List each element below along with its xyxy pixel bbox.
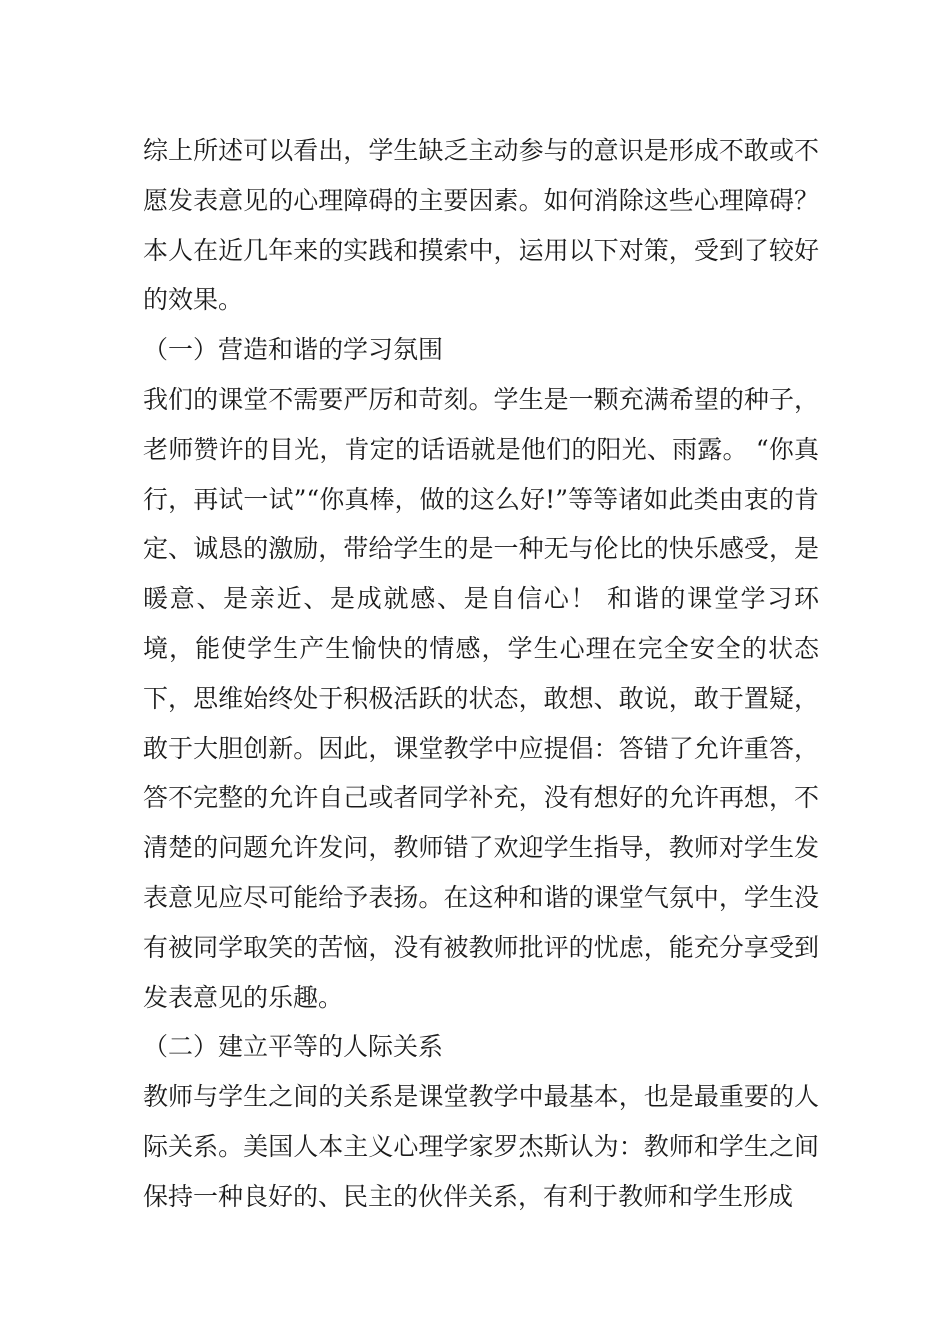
- paragraph-intro: 综上所述可以看出，学生缺乏主动参与的意识是形成不敢或不愿发表意见的心理障碍的主要因素。如何消除这些心理障碍？本人在近几年来的实践和摸索中，运用以下对策，受到了较好的效果。: [143, 136, 819, 315]
- section-heading-2: （二）建立平等的人际关系: [143, 1032, 444, 1062]
- section-heading-1: （一）营造和谐的学习氛围: [143, 335, 444, 365]
- paragraph-section-2: 教师与学生之间的关系是课堂教学中最基本，也是最重要的人际关系。美国人本主义心理学家罗杰斯认为：教师和学生之间保持一种良好的、民主的伙伴关系，有利于教师和学生形成: [143, 1082, 819, 1211]
- paragraph-section-1: 我们的课堂不需要严厉和苛刻。学生是一颗充满希望的种子，老师赞许的目光，肯定的话语就是他们的阳光、雨露。 “你真行，再试一试”“你真棒，做的这么好!”等等诸如此类由衷的肯定、诚恳的激励，带给学生的是一种无与伦比的快乐感受，是暖意、是亲近、是成就感、是自信心！ 和谐的课堂学习环境，能使学生产生愉快的情感，学生心理在完全安全的状态下，思维始终处于积极活跃的状态，敢想、敢说，敢于置疑，敢于大胆创新。因此，课堂教学中应提倡：答错了允许重答，答不完整的允许自己或者同学补充，没有想好的允许再想，不清楚的问题允许发问，教师错了欢迎学生指导，教师对学生发表意见应尽可能给予表扬。在这种和谐的课堂气氛中，学生没有被同学取笑的苦恼，没有被教师批评的忧虑，能充分享受到发表意见的乐趣。: [143, 384, 819, 1012]
- document-body: [143, 126, 819, 1222]
